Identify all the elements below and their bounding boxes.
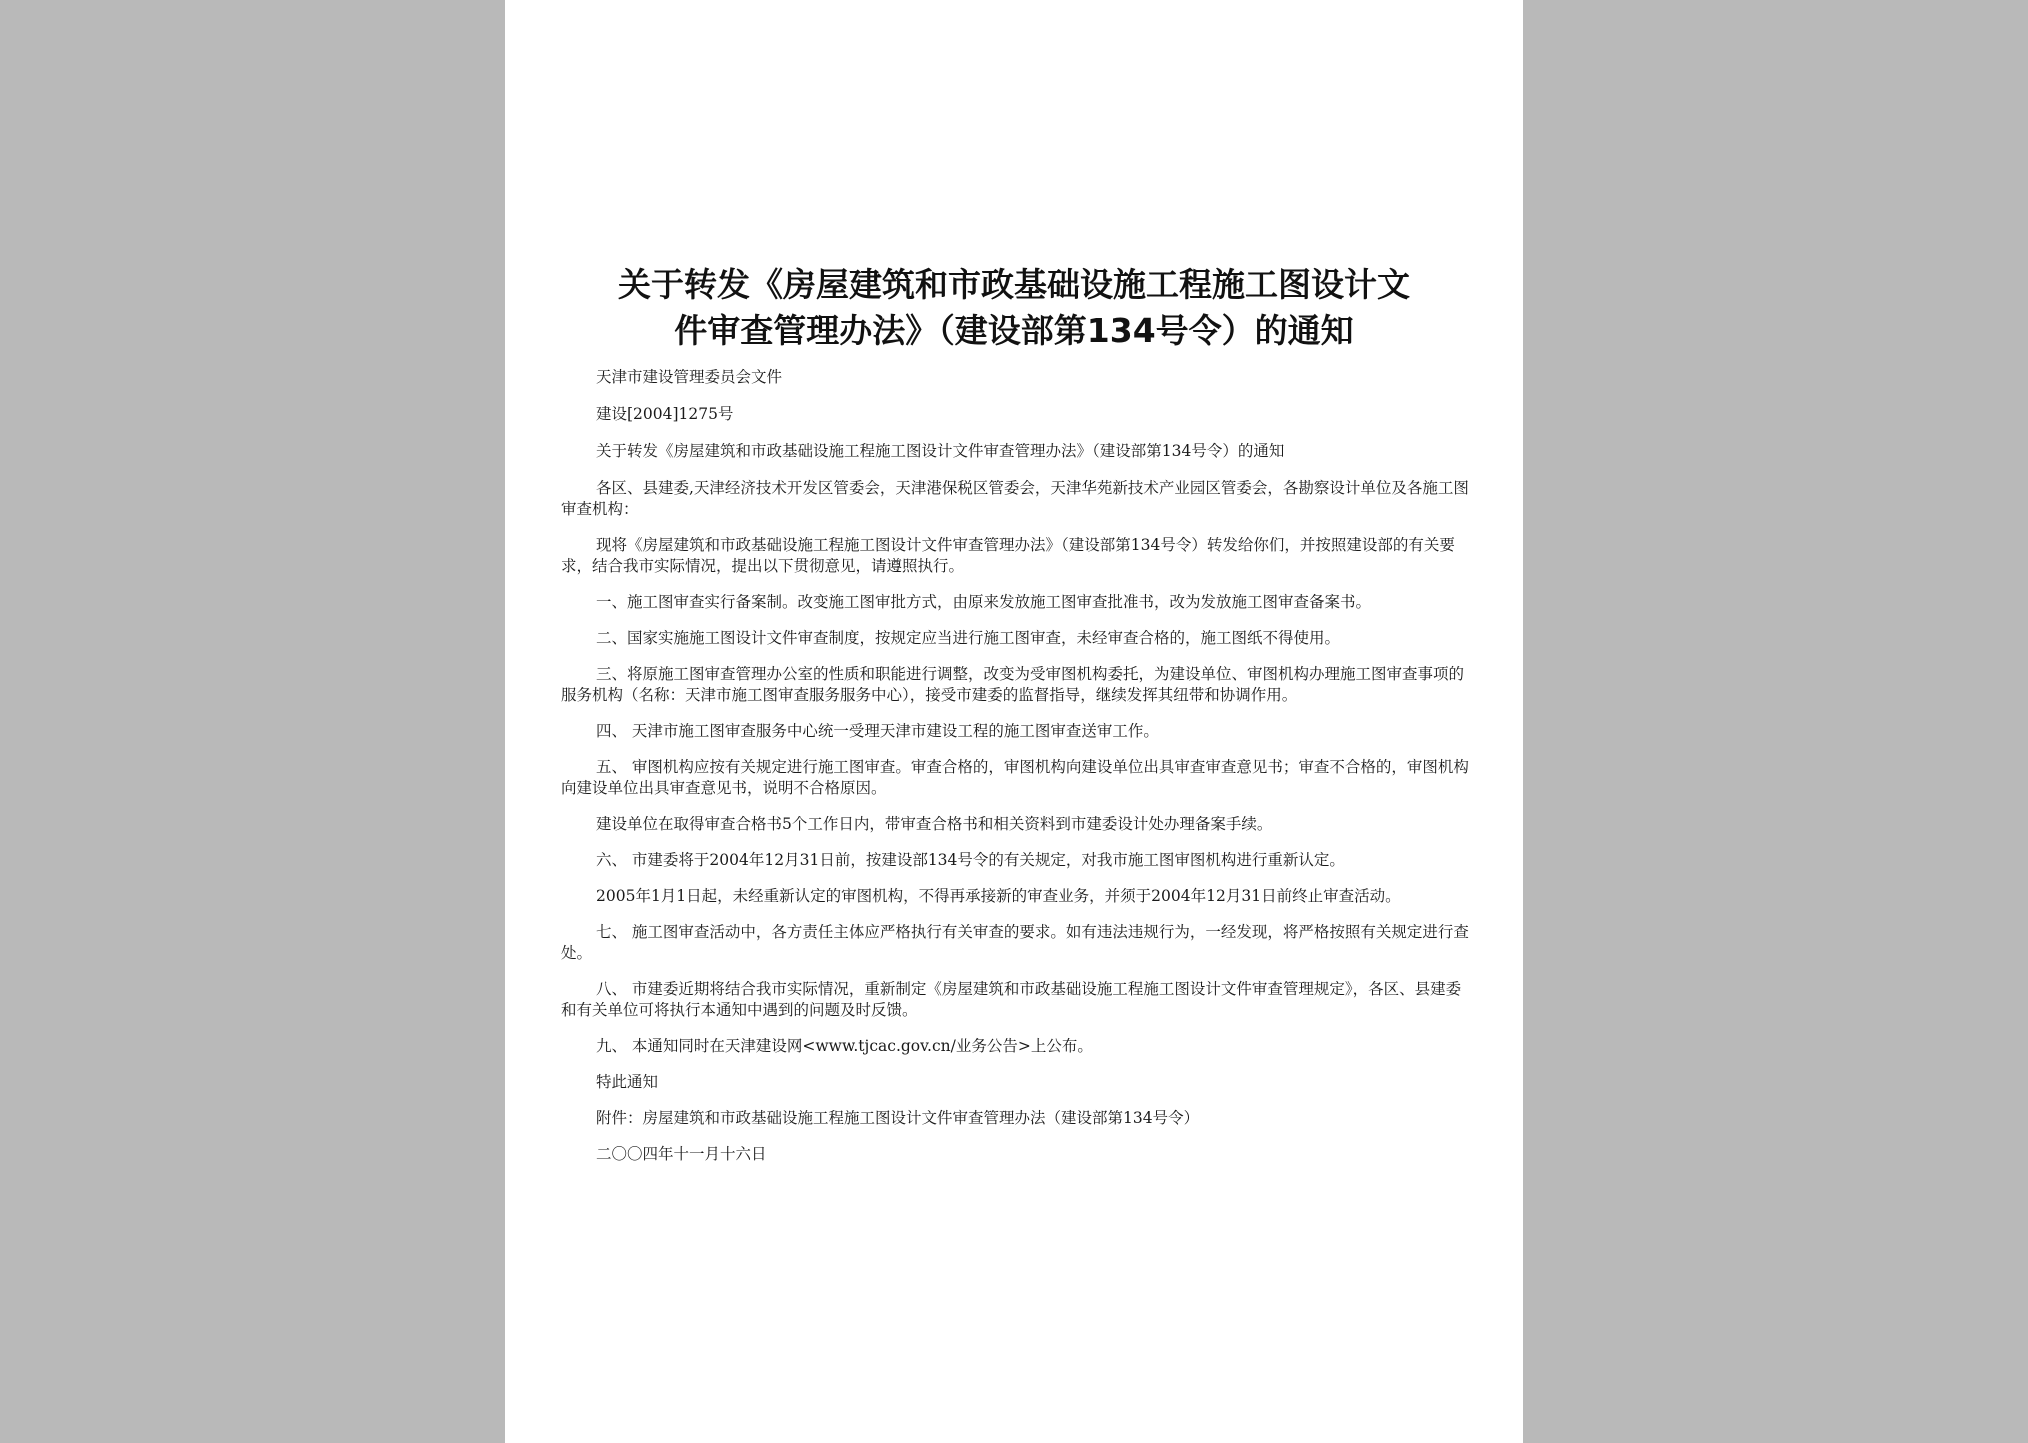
document-date: 二〇〇四年十一月十六日 bbox=[596, 1145, 767, 1163]
intro-paragraph: 现将《房屋建筑和市政基础设施工程施工图设计文件审查管理办法》（建设部第134号令）转发给你们，并按照建设部的有关要求，结合我市实际情况，提出以下贯彻意见，请遵照执行。 bbox=[561, 536, 1455, 575]
addressees: 各区、县建委,天津经济技术开发区管委会，天津港保税区管委会，天津华苑新技术产业园区管委会，各勘察设计单位及各施工图审查机构： bbox=[561, 479, 1469, 518]
title-line-2: 件审查管理办法》（建设部第134号令）的通知 bbox=[674, 311, 1354, 350]
attachment: 附件：房屋建筑和市政基础设施工程施工图设计文件审查管理办法（建设部第134号令） bbox=[596, 1109, 1200, 1127]
item-9: 九、 本通知同时在天津建设网<www.tjcac.gov.cn/业务公告>上公布。 bbox=[596, 1037, 1093, 1055]
item-7: 七、 施工图审查活动中，各方责任主体应严格执行有关审查的要求。如有违法违规行为，一经发现，将严格按照有关规定进行查处。 bbox=[561, 923, 1469, 962]
subject-line: 关于转发《房屋建筑和市政基础设施工程施工图设计文件审查管理办法》（建设部第134号令）的通知 bbox=[596, 442, 1285, 460]
document-page bbox=[505, 0, 1523, 1443]
closing: 特此通知 bbox=[596, 1073, 659, 1091]
item-8: 八、 市建委近期将结合我市实际情况，重新制定《房屋建筑和市政基础设施工程施工图设计文件审查管理规定》，各区、县建委和有关单位可将执行本通知中遇到的问题及时反馈。 bbox=[561, 980, 1462, 1019]
item-5: 五、 审图机构应按有关规定进行施工图审查。审查合格的，审图机构向建设单位出具审查审查意见书；审查不合格的，审图机构向建设单位出具审查意见书，说明不合格原因。 bbox=[561, 758, 1469, 797]
item-2: 二、国家实施施工图设计文件审查制度，按规定应当进行施工图审查，未经审查合格的，施工图纸不得使用。 bbox=[596, 629, 1341, 647]
document-title bbox=[545, 262, 1483, 354]
document-body bbox=[561, 367, 1473, 1165]
item-1: 一、施工图审查实行备案制。改变施工图审批方式，由原来发放施工图审查批准书，改为发放施工图审查备案书。 bbox=[596, 593, 1372, 611]
item-5-note: 建设单位在取得审查合格书5个工作日内，带审查合格书和相关资料到市建委设计处办理备案手续。 bbox=[596, 815, 1273, 833]
item-4: 四、 天津市施工图审查服务中心统一受理天津市建设工程的施工图审查送审工作。 bbox=[596, 722, 1159, 740]
issuer: 天津市建设管理委员会文件 bbox=[596, 368, 783, 386]
item-3: 三、将原施工图审查管理办公室的性质和职能进行调整，改变为受审图机构委托，为建设单位、审图机构办理施工图审查事项的服务机构（名称：天津市施工图审查服务服务中心），接受市建委的监督指导，继续发挥其纽带和协调作用。 bbox=[561, 665, 1465, 704]
item-6-note: 2005年1月1日起，未经重新认定的审图机构，不得再承接新的审查业务，并须于2004年12月31日前终止审查活动。 bbox=[596, 887, 1401, 905]
doc-number: 建设[2004]1275号 bbox=[596, 405, 734, 423]
item-6: 六、 市建委将于2004年12月31日前，按建设部134号令的有关规定，对我市施工图审图机构进行重新认定。 bbox=[596, 851, 1345, 869]
title-line-1: 关于转发《房屋建筑和市政基础设施工程施工图设计文 bbox=[618, 265, 1410, 304]
